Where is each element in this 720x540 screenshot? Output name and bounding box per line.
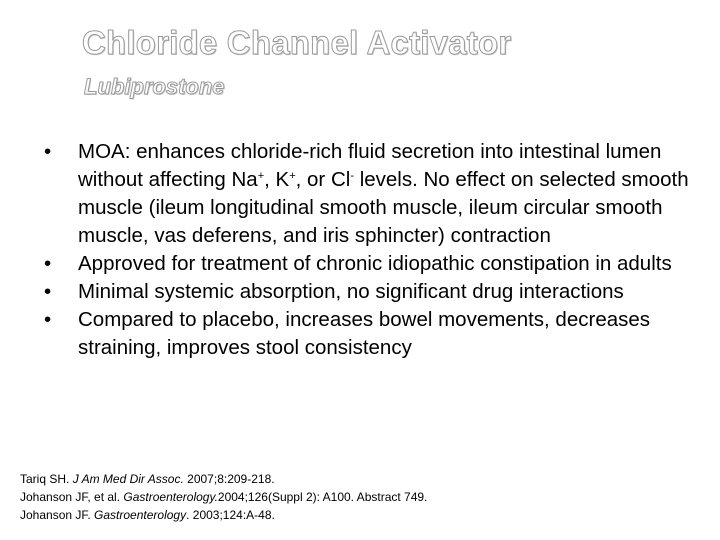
bullet-text-part: MOA: enhances chloride-rich fluid secretion into intestinal lumen without affecting Na <box>78 140 662 191</box>
slide-subtitle: Lubiprostone <box>84 74 225 99</box>
bullet-item-approved <box>44 250 694 278</box>
superscript-plus: + <box>289 170 296 182</box>
bullet-item-placebo <box>44 306 694 362</box>
bullet-text-part: , K <box>264 168 290 191</box>
bullet-icon: • <box>44 280 52 303</box>
reference-3 <box>20 506 427 524</box>
reference-author: Johanson JF. <box>20 508 95 522</box>
reference-author: Tariq SH. <box>20 472 73 486</box>
bullet-text-part: levels. No effect on selected smooth muscle (ileum longitudinal smooth muscle, ileum circular smooth muscle, vas deferens, and iris sphincter) contraction <box>78 168 689 247</box>
superscript-minus: - <box>350 170 354 182</box>
reference-citation: . 2003;124:A-48. <box>186 508 275 522</box>
bullet-text: Compared to placebo, increases bowel movements, decreases straining, improves stool consistency <box>78 308 651 359</box>
bullet-icon: • <box>44 140 52 163</box>
reference-author: Johanson JF, et al. <box>20 490 124 504</box>
reference-citation: 2004;126(Suppl 2): A100. Abstract 749. <box>217 490 428 504</box>
bullet-item-moa <box>44 138 694 250</box>
reference-citation: 2007;8:209-218. <box>183 472 275 486</box>
bullet-item-absorption <box>44 278 694 306</box>
references <box>20 470 427 524</box>
bullet-text-part: , or Cl <box>295 168 351 191</box>
reference-journal: Gastroenterology. <box>123 490 218 504</box>
bullet-text: Approved for treatment of chronic idiopathic constipation in adults <box>78 252 672 275</box>
reference-journal: Gastroenterology <box>94 508 187 522</box>
reference-1 <box>20 470 427 488</box>
bullet-icon: • <box>44 252 52 275</box>
reference-journal: J Am Med Dir Assoc. <box>72 472 184 486</box>
reference-2 <box>20 488 427 506</box>
bullet-list <box>44 138 694 362</box>
superscript-plus: + <box>257 170 265 182</box>
bullet-text: Minimal systemic absorption, no significant drug interactions <box>78 280 624 303</box>
slide-title: Chloride Channel Activator <box>82 24 512 61</box>
bullet-icon: • <box>44 308 52 331</box>
